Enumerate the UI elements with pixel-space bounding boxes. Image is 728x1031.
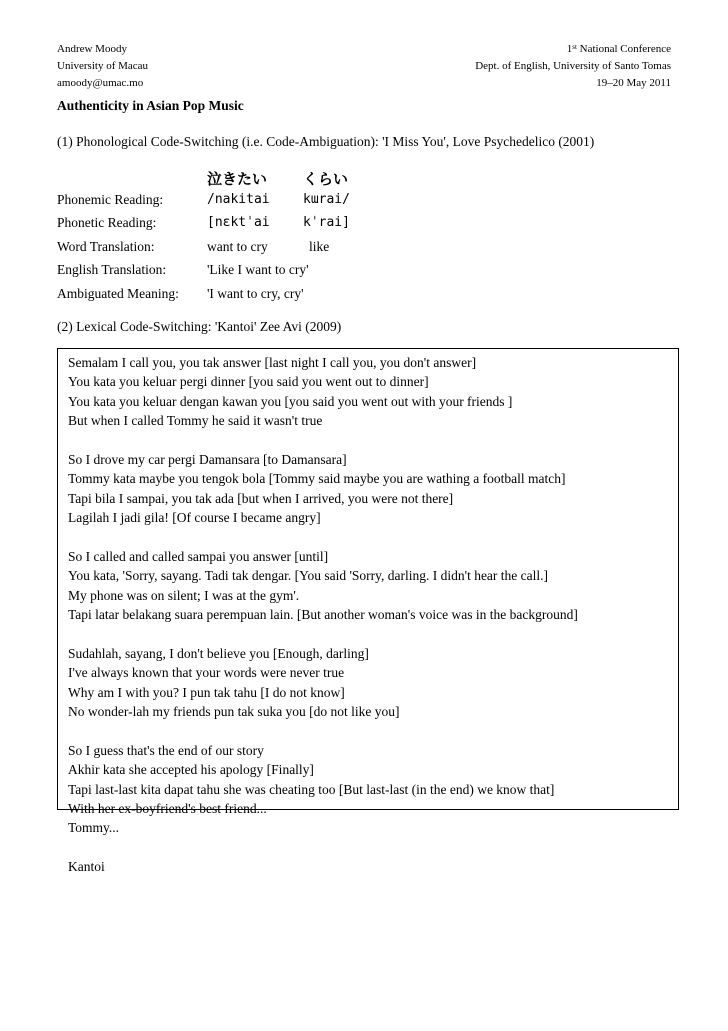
lyric-line: With her ex-boyfriend's best friend...: [68, 800, 267, 816]
lyric-line: Why am I with you? I pun tak tahu [I do not know]: [68, 684, 345, 700]
japanese-word-1: 泣きたい: [207, 170, 268, 188]
author-email: amoody@umac.mo: [57, 77, 144, 89]
conference-block: [475, 41, 671, 92]
stanza-gap: [68, 624, 678, 643]
conference-name: 1st National Conference: [566, 43, 671, 55]
lyric-line: You kata, 'Sorry, sayang. Tadi tak dengar. [You said 'Sorry, darling. I didn't hear the call.]: [68, 568, 549, 584]
lyric-line: Semalam I call you, you tak answer [last night I call you, you don't answer]: [68, 355, 477, 370]
row-value-2: like: [309, 238, 330, 254]
lyric-line: Kantoi: [68, 859, 105, 875]
stanza-gap: [68, 431, 678, 450]
author-name: Andrew Moody: [57, 43, 127, 55]
lyric-line: No wonder-lah my friends pun tak suka you [do not like you]: [68, 704, 400, 720]
lyric-line: So I called and called sampai you answer [until]: [68, 548, 329, 564]
japanese-word-2: くらい: [303, 170, 349, 188]
section1-heading: (1) Phonological Code-Switching (i.e. Code-Ambiguation): 'I Miss You', Love Psychedelico (2001): [57, 134, 595, 149]
lyric-line: My phone was on silent; I was at the gym'.: [68, 587, 300, 603]
lyric-line: Tapi last-last kita dapat tahu she was cheating too [But last-last (in the end) we know that]: [68, 781, 555, 797]
lyric-line: Tommy...: [68, 820, 120, 836]
lyric-line: You kata you keluar dengan kawan you [you said you went out with your friends ]: [68, 393, 513, 409]
row-label: Phonemic Reading:: [57, 191, 164, 207]
lyric-line: You kata you keluar pergi dinner [you said you went out to dinner]: [68, 374, 429, 390]
author-affiliation: University of Macau: [57, 60, 149, 72]
lyrics-box: [57, 348, 679, 875]
stanza-gap: [68, 528, 678, 547]
conference-dept: Dept. of English, University of Santo Tomas: [475, 60, 671, 72]
stanza-gap: [68, 721, 678, 740]
lyric-line: So I drove my car pergi Damansara [to Damansara]: [68, 451, 347, 467]
row-value-1: 'I want to cry, cry': [207, 285, 304, 301]
row-value-2: kɯrai/: [303, 191, 350, 207]
row-value-1: /nakitai: [207, 191, 270, 207]
lyric-line: Sudahlah, sayang, I don't believe you [Enough, darling]: [68, 645, 369, 661]
page-title: Authenticity in Asian Pop Music: [57, 98, 244, 113]
stanza-gap: [68, 838, 678, 857]
lyric-line: So I guess that's the end of our story: [68, 742, 264, 758]
lyric-line: But when I called Tommy he said it wasn't true: [68, 413, 323, 429]
row-value-1: 'Like I want to cry': [207, 262, 309, 277]
row-value-1: [nɛktˈai: [207, 215, 270, 230]
row-label: Ambiguated Meaning:: [57, 285, 179, 301]
row-label: Phonetic Reading:: [57, 215, 157, 230]
row-label: Word Translation:: [57, 238, 155, 254]
author-block: [57, 41, 148, 92]
lyric-line: Tommy kata maybe you tengok bola [Tommy said maybe you are wathing a football match]: [68, 471, 566, 487]
lyric-line: Akhir kata she accepted his apology [Finally]: [68, 762, 314, 778]
conference-date: 19–20 May 2011: [596, 77, 671, 89]
row-value-2: kˈrai]: [303, 215, 350, 230]
section2-heading: (2) Lexical Code-Switching: 'Kantoi' Zee Avi (2009): [57, 319, 342, 334]
row-label: English Translation:: [57, 262, 167, 277]
lyric-line: Tapi bila I sampai, you tak ada [but when I arrived, you were not there]: [68, 490, 454, 506]
lyric-line: I've always known that your words were never true: [68, 665, 345, 681]
row-value-1: want to cry: [207, 238, 268, 254]
lyric-line: Lagilah I jadi gila! [Of course I became angry]: [68, 510, 321, 526]
lyric-line: Tapi latar belakang suara perempuan lain. [But another woman's voice was in the background]: [68, 607, 578, 623]
